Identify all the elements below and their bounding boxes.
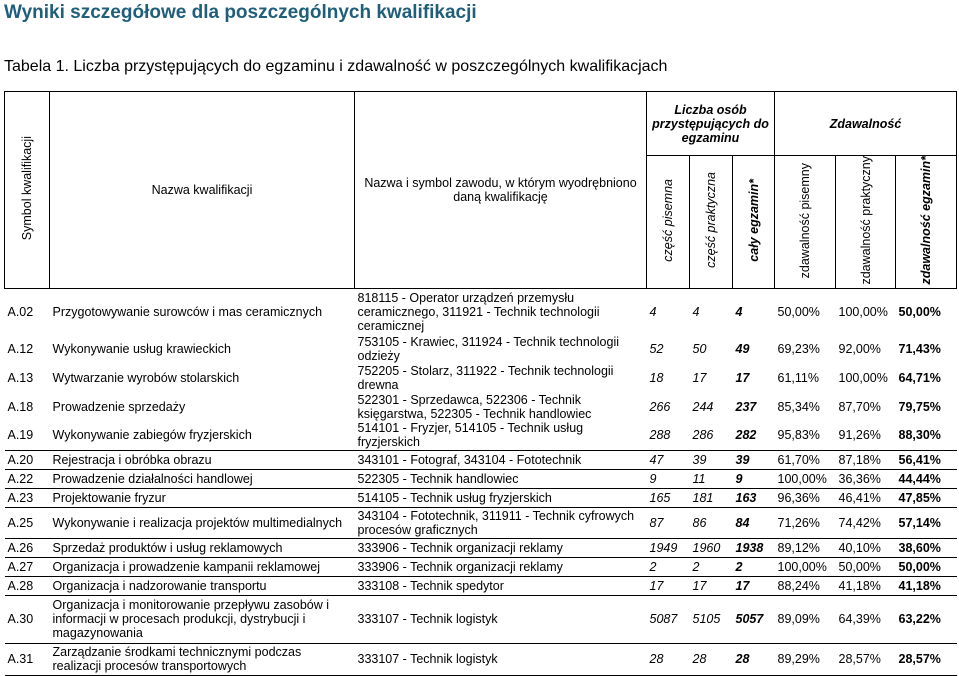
cell-profession: 333108 - Technik spedytor xyxy=(355,576,647,595)
cell-written: 1949 xyxy=(647,538,690,557)
cell-name: Organizacja i nadzorowanie transportu xyxy=(50,576,355,595)
table-row xyxy=(5,469,957,488)
cell-written: 87 xyxy=(647,507,690,538)
cell-written: 28 xyxy=(647,643,690,675)
cell-practical: 17 xyxy=(692,370,707,385)
cell-symbol: A.20 xyxy=(5,450,50,469)
cell-pass-exam: 50,00% xyxy=(896,557,957,576)
cell-profession: 522301 - Sprzedawca, 522306 - Technik księgarstwa, 522305 - Technik handlowiec xyxy=(357,392,592,421)
cell-pass-exam: 38,60% xyxy=(896,538,957,557)
table-row xyxy=(5,421,957,450)
table-row xyxy=(5,557,957,576)
header-group-count: Liczba osób przystępujących do egzaminu xyxy=(647,92,775,156)
cell-whole: 17 xyxy=(733,576,775,595)
cell-written: 165 xyxy=(647,488,690,507)
cell-profession: 514101 - Fryzjer, 514105 - Technik usług fryzjerskich xyxy=(357,421,584,450)
table-row xyxy=(5,576,957,595)
table-row xyxy=(5,488,957,507)
cell-written: 5087 xyxy=(647,595,690,643)
cell-pass-written: 61,11% xyxy=(777,370,819,385)
cell-whole: 5057 xyxy=(733,595,775,643)
cell-practical: 1960 xyxy=(690,538,733,557)
cell-symbol: A.02 xyxy=(7,304,34,319)
cell-symbol: A.30 xyxy=(5,595,50,643)
cell-profession: 818115 - Operator urządzeń przemysłu ceramicznego, 311921 - Technik technologii ceramicznej xyxy=(357,290,600,333)
cell-whole: 1938 xyxy=(733,538,775,557)
cell-pass-exam: 50,00% xyxy=(898,304,941,319)
table-row xyxy=(5,643,957,675)
cell-pass-written: 85,34% xyxy=(777,399,820,414)
cell-whole: 282 xyxy=(735,428,757,443)
cell-symbol: A.13 xyxy=(7,370,34,385)
cell-symbol: A.18 xyxy=(7,399,34,414)
header-pass-practical: zdawalność praktyczny xyxy=(836,156,896,289)
cell-pass-written: 89,09% xyxy=(775,595,836,643)
table-row xyxy=(5,335,957,363)
cell-profession: 333107 - Technik logistyk xyxy=(355,643,647,675)
cell-symbol: A.23 xyxy=(5,488,50,507)
cell-profession: 514105 - Technik usług fryzjerskich xyxy=(355,488,647,507)
header-symbol: Symbol kwalifikacji xyxy=(5,92,50,289)
cell-practical: 181 xyxy=(690,488,733,507)
cell-pass-practical: 92,00% xyxy=(838,342,881,357)
cell-pass-practical: 100,00% xyxy=(838,370,888,385)
cell-pass-practical: 100,00% xyxy=(838,304,888,319)
table-row xyxy=(5,288,957,335)
cell-pass-written: 61,70% xyxy=(775,450,836,469)
cell-profession: 333107 - Technik logistyk xyxy=(355,595,647,643)
cell-name: Prowadzenie działalności handlowej xyxy=(50,469,355,488)
cell-pass-written: 95,83% xyxy=(777,428,820,443)
table-row xyxy=(5,450,957,469)
cell-practical: 5105 xyxy=(690,595,733,643)
cell-name: Zarządzanie środkami technicznymi podczas realizacji procesów transportowych xyxy=(50,643,355,675)
cell-pass-written: 89,12% xyxy=(775,538,836,557)
cell-name: Rejestracja i obróbka obrazu xyxy=(50,450,355,469)
page-title: Wyniki szczegółowe dla poszczególnych kwalifikacji xyxy=(4,2,477,23)
cell-name: Wytwarzanie wyrobów stolarskich xyxy=(52,370,240,385)
cell-name: Wykonywanie i realizacja projektów multimedialnych xyxy=(50,507,355,538)
cell-profession: 522305 - Technik handlowiec xyxy=(355,469,647,488)
cell-pass-exam: 56,41% xyxy=(896,450,957,469)
cell-pass-exam: 79,75% xyxy=(898,399,941,414)
cell-name: Sprzedaż produktów i usług reklamowych xyxy=(50,538,355,557)
cell-name: Projektowanie fryzur xyxy=(50,488,355,507)
table-row xyxy=(5,538,957,557)
header-pass-exam: zdawalność egzamin* xyxy=(896,156,957,289)
cell-practical: 4 xyxy=(692,304,700,319)
cell-name: Przygotowywanie surowców i mas ceramicznych xyxy=(52,304,323,319)
table-row xyxy=(5,595,957,643)
cell-pass-practical: 87,70% xyxy=(838,399,881,414)
cell-name: Organizacja i monitorowanie przepływu zasobów i informacji w procesach produkcji, dystrybucji i magazynowania xyxy=(50,595,355,643)
cell-profession: 333906 - Technik organizacji reklamy xyxy=(355,557,647,576)
header-pass-written: zdawalność pisemny xyxy=(775,156,836,289)
cell-whole: 84 xyxy=(733,507,775,538)
cell-pass-practical: 46,41% xyxy=(836,488,896,507)
cell-pass-practical: 64,39% xyxy=(836,595,896,643)
cell-name: Prowadzenie sprzedaży xyxy=(52,399,186,414)
cell-practical: 86 xyxy=(690,507,733,538)
cell-pass-exam: 44,44% xyxy=(896,469,957,488)
cell-symbol: A.25 xyxy=(5,507,50,538)
cell-written: 18 xyxy=(649,370,664,385)
cell-symbol: A.27 xyxy=(5,557,50,576)
cell-whole: 2 xyxy=(733,557,775,576)
cell-whole: 237 xyxy=(735,399,757,414)
table-body xyxy=(5,288,957,675)
cell-pass-exam: 63,22% xyxy=(896,595,957,643)
cell-pass-exam: 64,71% xyxy=(898,370,941,385)
cell-symbol: A.26 xyxy=(5,538,50,557)
cell-name: Wykonywanie usług krawieckich xyxy=(52,342,231,357)
cell-written: 17 xyxy=(647,576,690,595)
cell-pass-written: 88,24% xyxy=(775,576,836,595)
cell-pass-practical: 91,26% xyxy=(838,428,881,443)
cell-pass-practical: 36,36% xyxy=(836,469,896,488)
cell-written: 2 xyxy=(647,557,690,576)
cell-pass-written: 89,29% xyxy=(775,643,836,675)
cell-pass-exam: 41,18% xyxy=(896,576,957,595)
cell-profession: 333906 - Technik organizacji reklamy xyxy=(355,538,647,557)
header-name: Nazwa kwalifikacji xyxy=(50,92,355,289)
cell-pass-written: 100,00% xyxy=(775,557,836,576)
cell-practical: 244 xyxy=(692,399,714,414)
cell-whole: 4 xyxy=(735,304,743,319)
cell-profession: 343101 - Fotograf, 343104 - Fototechnik xyxy=(355,450,647,469)
cell-whole: 17 xyxy=(735,370,750,385)
cell-practical: 17 xyxy=(690,576,733,595)
cell-practical: 11 xyxy=(690,469,733,488)
cell-profession: 343104 - Fototechnik, 311911 - Technik cyfrowych procesów graficznych xyxy=(355,507,647,538)
cell-whole: 49 xyxy=(735,342,750,357)
cell-written: 4 xyxy=(649,304,657,319)
cell-whole: 9 xyxy=(733,469,775,488)
cell-pass-written: 71,26% xyxy=(775,507,836,538)
table-row xyxy=(5,507,957,538)
cell-symbol: A.28 xyxy=(5,576,50,595)
cell-written: 47 xyxy=(647,450,690,469)
cell-written: 266 xyxy=(649,399,671,414)
cell-whole: 163 xyxy=(733,488,775,507)
cell-pass-written: 100,00% xyxy=(775,469,836,488)
cell-pass-written: 69,23% xyxy=(777,342,820,357)
cell-symbol: A.22 xyxy=(5,469,50,488)
results-table xyxy=(4,91,957,676)
cell-pass-exam: 28,57% xyxy=(896,643,957,675)
cell-written: 52 xyxy=(649,342,664,357)
header-group-pass: Zdawalność xyxy=(775,92,957,156)
cell-pass-practical: 50,00% xyxy=(836,557,896,576)
cell-symbol: A.31 xyxy=(5,643,50,675)
cell-pass-written: 50,00% xyxy=(777,304,820,319)
cell-pass-practical: 74,42% xyxy=(836,507,896,538)
table-row xyxy=(5,392,957,421)
cell-pass-practical: 40,10% xyxy=(836,538,896,557)
cell-pass-exam: 47,85% xyxy=(896,488,957,507)
cell-practical: 28 xyxy=(690,643,733,675)
table-caption: Tabela 1. Liczba przystępujących do egzaminu i zdawalność w poszczególnych kwalifikacjach xyxy=(4,58,668,75)
cell-profession: 752205 - Stolarz, 311922 - Technik technologii drewna xyxy=(357,363,614,392)
cell-pass-written: 96,36% xyxy=(775,488,836,507)
cell-profession: 753105 - Krawiec, 311924 - Technik technologii odzieży xyxy=(357,335,620,364)
cell-name: Organizacja i prowadzenie kampanii reklamowej xyxy=(50,557,355,576)
cell-name: Wykonywanie zabiegów fryzjerskich xyxy=(52,428,252,443)
cell-whole: 39 xyxy=(733,450,775,469)
header-whole: cały egzamin* xyxy=(733,156,775,289)
cell-symbol: A.19 xyxy=(7,428,34,443)
cell-pass-practical: 28,57% xyxy=(836,643,896,675)
cell-pass-exam: 88,30% xyxy=(898,428,941,443)
cell-practical: 2 xyxy=(690,557,733,576)
cell-pass-practical: 87,18% xyxy=(836,450,896,469)
cell-whole: 28 xyxy=(733,643,775,675)
cell-pass-exam: 57,14% xyxy=(896,507,957,538)
cell-practical: 39 xyxy=(690,450,733,469)
cell-pass-practical: 41,18% xyxy=(836,576,896,595)
cell-written: 9 xyxy=(647,469,690,488)
table-row xyxy=(5,363,957,392)
cell-symbol: A.12 xyxy=(7,342,34,357)
header-profession: Nazwa i symbol zawodu, w którym wyodrębniono daną kwalifikację xyxy=(355,92,647,289)
cell-pass-exam: 71,43% xyxy=(898,342,941,357)
header-written: część pisemna xyxy=(647,156,690,289)
cell-written: 288 xyxy=(649,428,671,443)
header-practical: część praktyczna xyxy=(690,156,733,289)
cell-practical: 286 xyxy=(692,428,714,443)
cell-practical: 50 xyxy=(692,342,707,357)
